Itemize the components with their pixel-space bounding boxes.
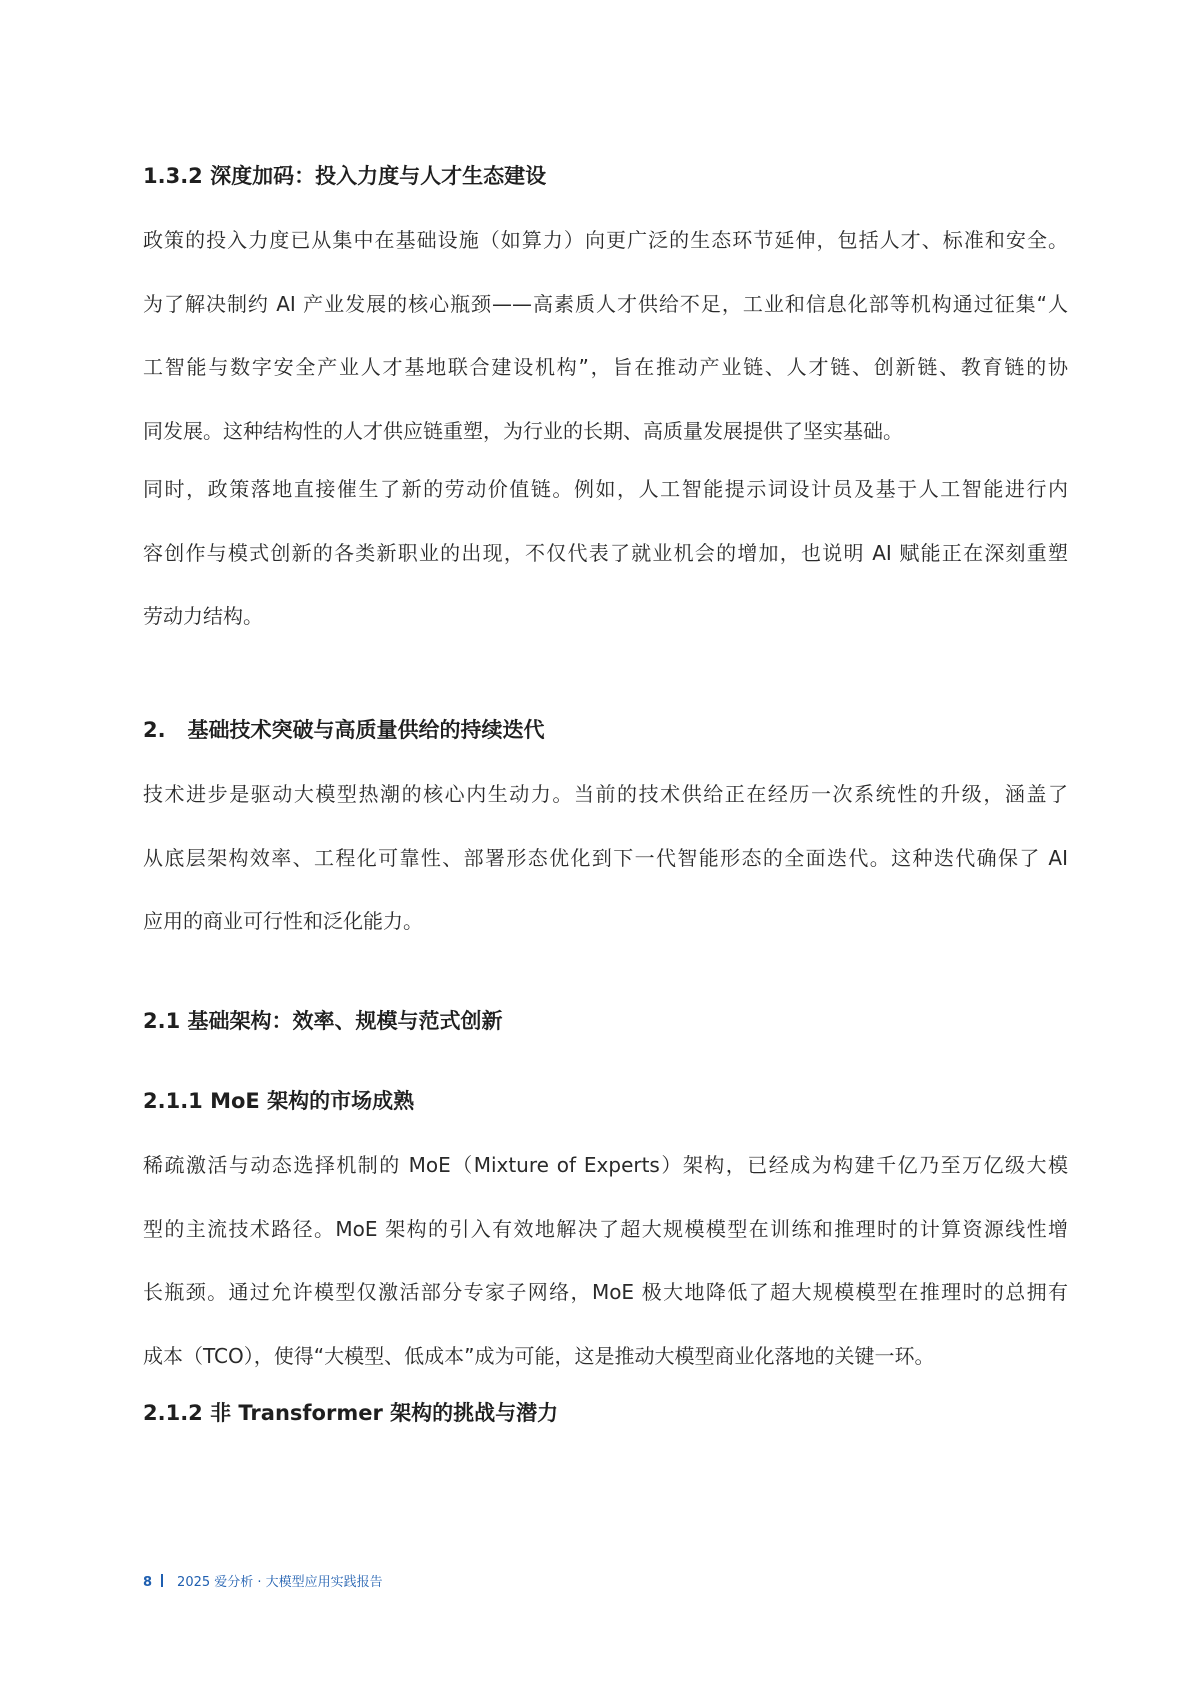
heading-1-3-2: 1.3.2 深度加码：投入力度与人才生态建设 (143, 164, 547, 188)
text-line: 为了解决制约 AI 产业发展的核心瓶颈——高素质人才供给不足，工业和信息化部等机构通过征集“人 (143, 291, 1068, 316)
text-line: 劳动力结构。 (143, 604, 263, 628)
paragraph-labor-value (143, 474, 1068, 665)
text-line: 同时，政策落地直接催生了新的劳动价值链。例如，人工智能提示词设计员及基于人工智能进行内 (143, 477, 1068, 501)
heading-2: 2. 基础技术突破与高质量供给的持续迭代 (143, 718, 545, 742)
heading-2-1: 2.1 基础架构：效率、规模与范式创新 (143, 1009, 503, 1033)
text-line: 稀疏激活与动态选择机制的 MoE（Mixture of Experts）架构，已经成为构建千亿乃至万亿级大模 (143, 1153, 1068, 1177)
text-line: 政策的投入力度已从集中在基础设施（如算力）向更广泛的生态环节延伸，包括人才、标准和安全。 (143, 228, 1068, 252)
text-line: 型的主流技术路径。MoE 架构的引入有效地解决了超大规模模型在训练和推理时的计算资源线性增 (143, 1216, 1068, 1241)
text-line: 技术进步是驱动大模型热潮的核心内生动力。当前的技术供给正在经历一次系统性的升级，涵盖了 (143, 782, 1068, 806)
paragraph-talent (143, 225, 1068, 479)
text-line: 应用的商业可行性和泛化能力。 (143, 909, 423, 933)
text-line: 从底层架构效率、工程化可靠性、部署形态优化到下一代智能形态的全面迭代。这种迭代确保了 AI (143, 845, 1068, 870)
footer-divider (161, 1574, 163, 1587)
footer-title: 2025 爱分析 · 大模型应用实践报告 (177, 1575, 383, 1590)
page-number: 8 (143, 1575, 153, 1590)
text-line: 长瓶颈。通过允许模型仅激活部分专家子网络，MoE 极大地降低了超大规模模型在推理时的总拥有 (143, 1280, 1068, 1304)
text-line: 同发展。这种结构性的人才供应链重塑，为行业的长期、高质量发展提供了坚实基础。 (143, 418, 903, 443)
text-line: 容创作与模式创新的各类新职业的出现，不仅代表了就业机会的增加，也说明 AI 赋能正在深刻重塑 (143, 540, 1068, 565)
paragraph-moe (143, 1150, 1068, 1404)
paragraph-tech-progress (143, 779, 1068, 970)
heading-2-1-2: 2.1.2 非 Transformer 架构的挑战与潜力 (143, 1401, 559, 1425)
text-line: 成本（TCO），使得“大模型、低成本”成为可能，这是推动大模型商业化落地的关键一环。 (143, 1343, 935, 1368)
page-footer (143, 1571, 383, 1590)
text-line: 工智能与数字安全产业人才基地联合建设机构”，旨在推动产业链、人才链、创新链、教育链的协 (143, 355, 1068, 379)
heading-2-1-1: 2.1.1 MoE 架构的市场成熟 (143, 1089, 415, 1113)
